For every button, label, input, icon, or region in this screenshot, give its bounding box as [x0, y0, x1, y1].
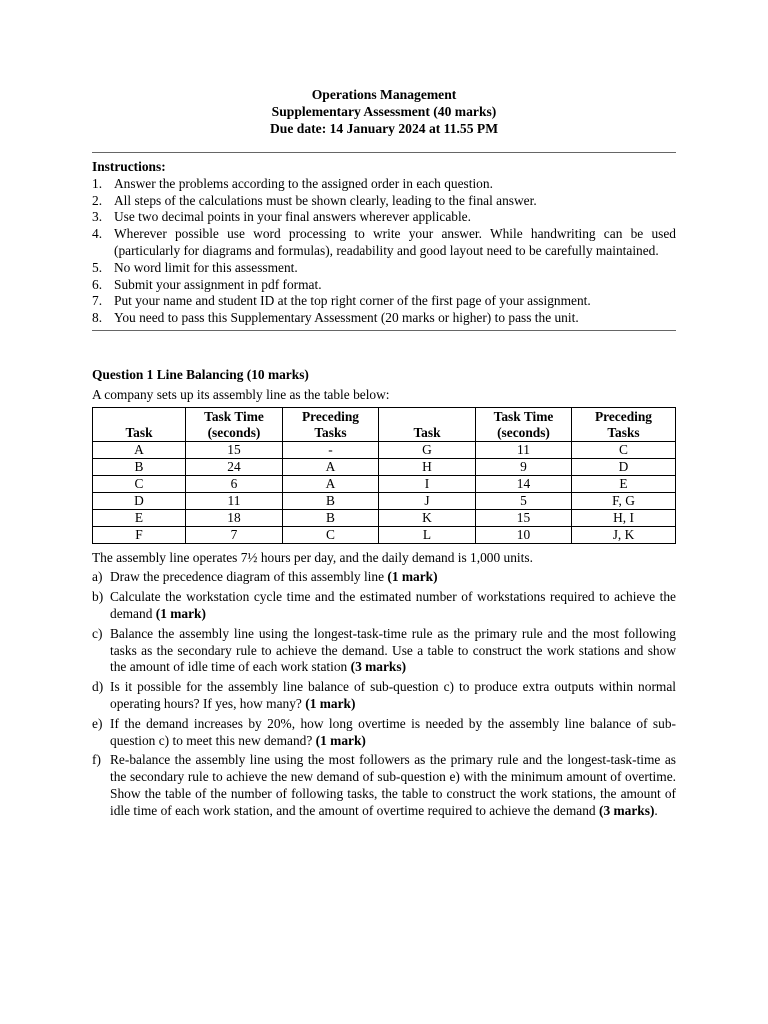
question-1-intro: A company sets up its assembly line as the table below: [92, 386, 390, 402]
task-cell: D [93, 492, 186, 509]
header-task: Task [379, 407, 476, 441]
table-row [93, 526, 676, 543]
divider-bottom [92, 330, 676, 331]
marks: (1 mark) [387, 569, 438, 585]
task-cell: A [93, 441, 186, 458]
table-row [93, 441, 676, 458]
preceding-cell: B [283, 509, 379, 526]
instructions-section [92, 159, 676, 327]
marks: (3 marks) [598, 802, 655, 818]
task-cell: L [379, 526, 476, 543]
time-cell: 10 [476, 526, 572, 543]
instruction-item: 6. Submit your assignment in pdf format. [92, 276, 322, 292]
subquestion-list [92, 569, 676, 819]
task-cell: H [379, 458, 476, 475]
table-header-row [93, 407, 676, 441]
time-cell: 7 [186, 526, 283, 543]
document-page [92, 86, 676, 823]
task-cell: K [379, 509, 476, 526]
time-cell: 5 [476, 492, 572, 509]
preceding-cell: D [572, 458, 676, 475]
preceding-cell: E [572, 475, 676, 492]
header-task-time: Task Time (seconds) [476, 407, 572, 441]
task-cell: F [93, 526, 186, 543]
preceding-cell: C [283, 526, 379, 543]
time-cell: 9 [476, 458, 572, 475]
time-cell: 11 [476, 441, 572, 458]
table-row [93, 492, 676, 509]
instruction-item: 7. Put your name and student ID at the top right corner of the first page of your assignment. [92, 293, 591, 309]
due-date: Due date: 14 January 2024 at 11.55 PM [269, 121, 499, 136]
header-task-time: Task Time (seconds) [186, 407, 283, 441]
instruction-item: 3. Use two decimal points in your final answers wherever applicable. [92, 209, 471, 225]
table-row [93, 458, 676, 475]
time-cell: 18 [186, 509, 283, 526]
preceding-cell: A [283, 458, 379, 475]
preceding-cell: J, K [572, 526, 676, 543]
time-cell: 6 [186, 475, 283, 492]
divider-top [92, 152, 676, 153]
preceding-cell: F, G [572, 492, 676, 509]
preceding-cell: A [283, 475, 379, 492]
preceding-cell: H, I [572, 509, 676, 526]
question-1-heading: Question 1 Line Balancing (10 marks) [92, 366, 309, 382]
marks: (3 marks) [350, 659, 407, 675]
assessment-title: Supplementary Assessment (40 marks) [271, 104, 497, 119]
subquestion-b: b) Calculate the workstation cycle time and the estimated number of workstations required to achieve the demand (1 mark) [92, 589, 676, 621]
preceding-cell: C [572, 441, 676, 458]
time-cell: 14 [476, 475, 572, 492]
instruction-item: 8. You need to pass this Supplementary Assessment (20 marks or higher) to pass the unit. [92, 310, 579, 326]
time-cell: 15 [186, 441, 283, 458]
header-preceding: Preceding Tasks [572, 407, 676, 441]
operations-text: The assembly line operates 7½ hours per day, and the daily demand is 1,000 units. [92, 549, 533, 565]
preceding-cell: B [283, 492, 379, 509]
table-row [93, 509, 676, 526]
time-cell: 15 [476, 509, 572, 526]
subquestion-a: a) Draw the precedence diagram of this assembly line (1 mark) [92, 569, 438, 585]
instructions-heading: Instructions: [92, 159, 166, 174]
time-cell: 11 [186, 492, 283, 509]
instruction-item: 1. Answer the problems according to the assigned order in each question. [92, 175, 493, 191]
table-row [93, 475, 676, 492]
instructions-list [92, 176, 676, 327]
marks: (1 mark) [305, 695, 356, 711]
instruction-item: 5. No word limit for this assessment. [92, 259, 298, 275]
marks: (1 mark) [315, 732, 366, 748]
subquestion-c: c) Balance the assembly line using the longest-task-time rule as the primary rule and the most following tasks as the secondary rule to achieve the demand. Use a table to construct the work stations and show the amount of idle time of each work station (3 marks) [92, 625, 676, 675]
task-cell: I [379, 475, 476, 492]
course-title: Operations Management [311, 87, 457, 102]
task-table [92, 407, 676, 544]
header-task: Task [93, 407, 186, 441]
instruction-item: 2. All steps of the calculations must be shown clearly, leading to the final answer. [92, 192, 537, 208]
marks: (1 mark) [155, 605, 206, 621]
header-preceding: Preceding Tasks [283, 407, 379, 441]
task-cell: C [93, 475, 186, 492]
task-cell: G [379, 441, 476, 458]
task-cell: J [379, 492, 476, 509]
subquestion-f: f) Re-balance the assembly line using the most followers as the primary rule and the longest-task-time as the secondary rule to achieve the new demand of sub-question e) with the minimum amount of overtime. Show the table of the number of following tasks, the table to construct the work stations, the amount of idle time of each work station, and the amount of overtime required to achieve the demand (3 marks). [92, 752, 676, 818]
task-cell: B [93, 458, 186, 475]
instruction-item: 4. Wherever possible use word processing to write your answer. While handwriting can be used (particularly for diagrams and formulas), readability and good layout need to be carefully maintained. [92, 226, 676, 258]
subquestion-d: d) Is it possible for the assembly line balance of sub-question c) to produce extra outputs within normal operating hours? If yes, how many? (1 mark) [92, 679, 676, 711]
task-cell: E [93, 509, 186, 526]
time-cell: 24 [186, 458, 283, 475]
subquestion-e: e) If the demand increases by 20%, how long overtime is needed by the assembly line balance of sub-question c) to meet this new demand? (1 mark) [92, 715, 676, 748]
preceding-cell: - [283, 441, 379, 458]
